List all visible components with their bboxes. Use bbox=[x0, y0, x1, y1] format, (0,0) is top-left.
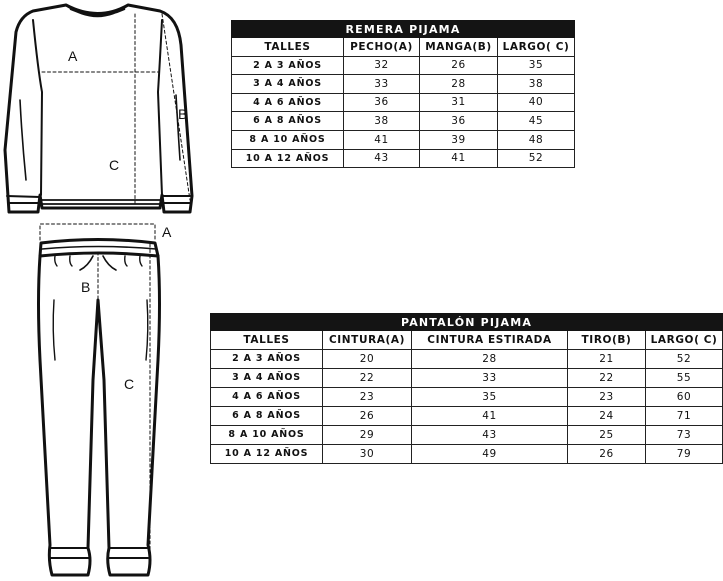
pants-header-sizes: TALLES bbox=[211, 331, 323, 350]
value-cell: 38 bbox=[498, 75, 575, 94]
value-cell: 32 bbox=[344, 56, 420, 75]
size-cell: 3 A 4 AÑOS bbox=[232, 75, 344, 94]
pants-header-length: LARGO( C) bbox=[646, 331, 723, 350]
value-cell: 79 bbox=[646, 445, 723, 464]
pants-label-a: A bbox=[162, 224, 172, 240]
value-cell: 43 bbox=[412, 426, 568, 445]
value-cell: 28 bbox=[412, 350, 568, 369]
table-row bbox=[211, 350, 723, 369]
value-cell: 49 bbox=[412, 445, 568, 464]
pants-fold-left bbox=[53, 300, 55, 360]
shirt-hem bbox=[42, 200, 160, 204]
pants-header-rise: TIRO(B) bbox=[568, 331, 646, 350]
shirt-left-cuff bbox=[7, 196, 40, 203]
size-cell: 3 A 4 AÑOS bbox=[211, 369, 323, 388]
shirt-collar bbox=[66, 5, 128, 16]
table-row bbox=[211, 388, 723, 407]
shirt-size-table bbox=[231, 20, 575, 168]
value-cell: 33 bbox=[344, 75, 420, 94]
pants-right-cuff bbox=[109, 548, 148, 558]
table-row bbox=[232, 56, 575, 75]
value-cell: 55 bbox=[646, 369, 723, 388]
value-cell: 25 bbox=[568, 426, 646, 445]
value-cell: 35 bbox=[498, 56, 575, 75]
pants-size-table bbox=[210, 313, 723, 464]
shirt-table-header-row bbox=[232, 38, 575, 57]
value-cell: 31 bbox=[420, 93, 498, 112]
value-cell: 40 bbox=[498, 93, 575, 112]
shirt-table-title: REMERA PIJAMA bbox=[232, 21, 575, 38]
value-cell: 30 bbox=[323, 445, 412, 464]
value-cell: 36 bbox=[420, 112, 498, 131]
pants-table-header-row bbox=[211, 331, 723, 350]
value-cell: 35 bbox=[412, 388, 568, 407]
pants-waistband-inner bbox=[42, 247, 156, 250]
size-cell: 6 A 8 AÑOS bbox=[232, 112, 344, 131]
pants-waist-measure-line bbox=[40, 224, 155, 240]
value-cell: 23 bbox=[568, 388, 646, 407]
pants-left-cuff bbox=[50, 548, 89, 558]
shirt-outline bbox=[5, 5, 192, 212]
table-row bbox=[232, 130, 575, 149]
size-cell: 2 A 3 AÑOS bbox=[211, 350, 323, 369]
value-cell: 48 bbox=[498, 130, 575, 149]
shirt-fold-right bbox=[176, 95, 180, 160]
pants-outline bbox=[39, 256, 160, 575]
value-cell: 60 bbox=[646, 388, 723, 407]
value-cell: 21 bbox=[568, 350, 646, 369]
value-cell: 26 bbox=[568, 445, 646, 464]
pants-table-title: PANTALÓN PIJAMA bbox=[211, 314, 723, 331]
table-row bbox=[232, 112, 575, 131]
shirt-right-armhole bbox=[158, 20, 162, 195]
value-cell: 33 bbox=[412, 369, 568, 388]
size-cell: 4 A 6 AÑOS bbox=[211, 388, 323, 407]
pants-drawing bbox=[39, 224, 160, 575]
value-cell: 24 bbox=[568, 407, 646, 426]
pants-header-stretched-waist: CINTURA ESTIRADA bbox=[412, 331, 568, 350]
table-row bbox=[232, 75, 575, 94]
value-cell: 29 bbox=[323, 426, 412, 445]
shirt-right-cuff bbox=[163, 196, 190, 203]
shirt-left-armhole bbox=[33, 20, 42, 195]
value-cell: 23 bbox=[323, 388, 412, 407]
shirt-header-chest: PECHO(A) bbox=[344, 38, 420, 57]
value-cell: 43 bbox=[344, 149, 420, 168]
value-cell: 41 bbox=[420, 149, 498, 168]
value-cell: 39 bbox=[420, 130, 498, 149]
table-row bbox=[211, 369, 723, 388]
shirt-label-a: A bbox=[68, 48, 78, 64]
value-cell: 36 bbox=[344, 93, 420, 112]
pants-fold-right bbox=[146, 300, 148, 360]
size-cell: 4 A 6 AÑOS bbox=[232, 93, 344, 112]
pants-label-c: C bbox=[124, 376, 135, 392]
value-cell: 41 bbox=[344, 130, 420, 149]
value-cell: 71 bbox=[646, 407, 723, 426]
value-cell: 26 bbox=[323, 407, 412, 426]
shirt-header-sizes: TALLES bbox=[232, 38, 344, 57]
value-cell: 20 bbox=[323, 350, 412, 369]
table-row bbox=[211, 445, 723, 464]
value-cell: 22 bbox=[323, 369, 412, 388]
value-cell: 26 bbox=[420, 56, 498, 75]
value-cell: 22 bbox=[568, 369, 646, 388]
table-row bbox=[211, 407, 723, 426]
shirt-label-b: B bbox=[178, 106, 188, 122]
size-cell: 10 A 12 AÑOS bbox=[211, 445, 323, 464]
shirt-label-c: C bbox=[109, 157, 120, 173]
value-cell: 41 bbox=[412, 407, 568, 426]
size-cell: 2 A 3 AÑOS bbox=[232, 56, 344, 75]
pants-header-waist: CINTURA(A) bbox=[323, 331, 412, 350]
value-cell: 28 bbox=[420, 75, 498, 94]
value-cell: 73 bbox=[646, 426, 723, 445]
value-cell: 38 bbox=[344, 112, 420, 131]
size-cell: 8 A 10 AÑOS bbox=[232, 130, 344, 149]
value-cell: 45 bbox=[498, 112, 575, 131]
pants-label-b: B bbox=[81, 279, 91, 295]
table-row bbox=[232, 93, 575, 112]
value-cell: 52 bbox=[498, 149, 575, 168]
table-row bbox=[232, 149, 575, 168]
shirt-header-sleeve: MANGA(B) bbox=[420, 38, 498, 57]
value-cell: 52 bbox=[646, 350, 723, 369]
size-cell: 8 A 10 AÑOS bbox=[211, 426, 323, 445]
shirt-drawing bbox=[5, 5, 192, 212]
size-cell: 10 A 12 AÑOS bbox=[232, 149, 344, 168]
shirt-fold-left bbox=[20, 100, 26, 180]
table-row bbox=[211, 426, 723, 445]
shirt-header-length: LARGO( C) bbox=[498, 38, 575, 57]
size-cell: 6 A 8 AÑOS bbox=[211, 407, 323, 426]
